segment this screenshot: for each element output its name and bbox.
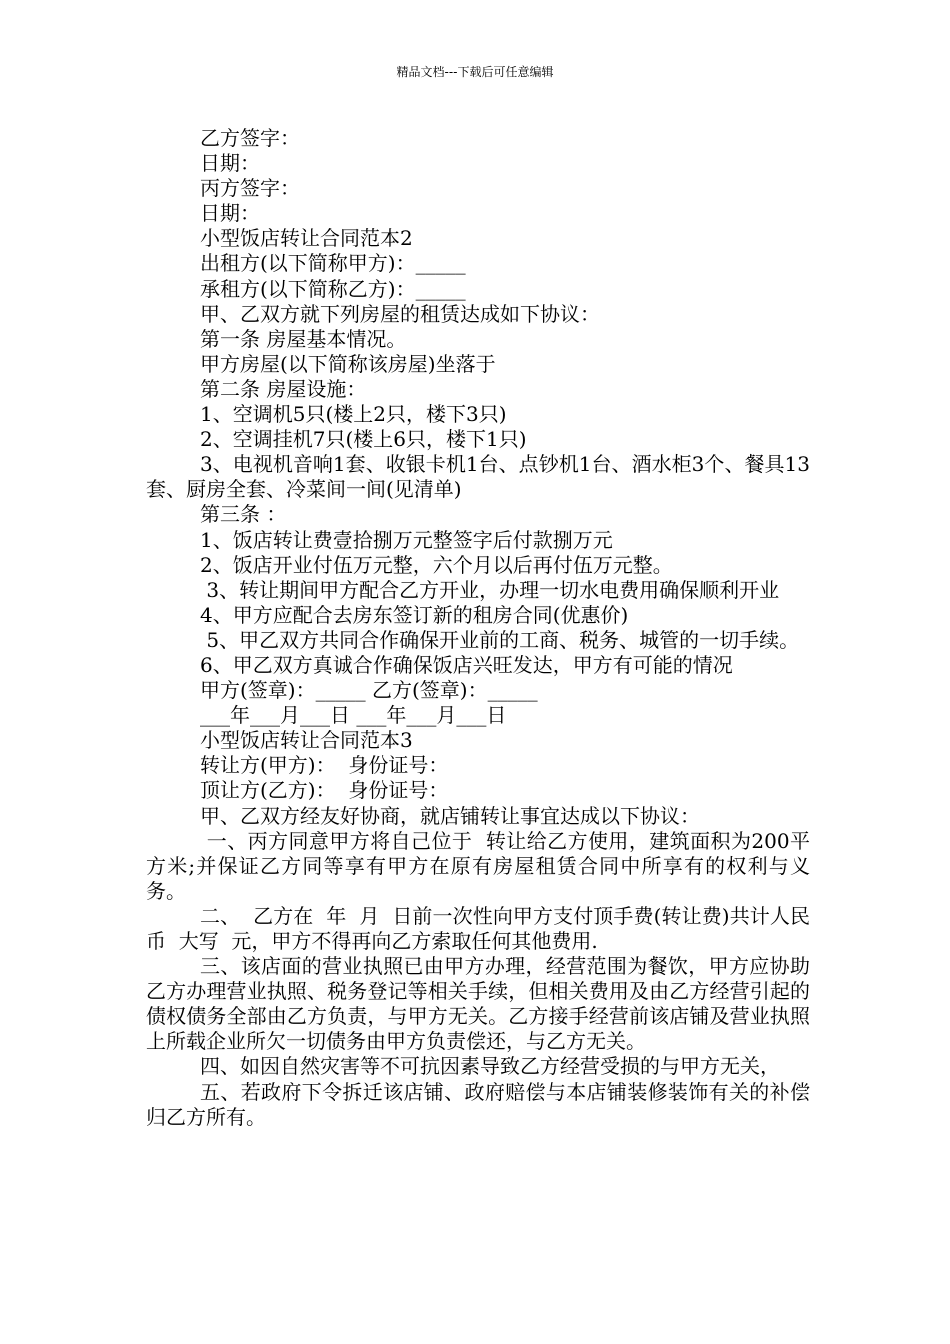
paragraph: 四、如因自然灾害等不可抗因素导致乙方经营受损的与甲方无关， — [200, 1054, 780, 1079]
paragraph: 承租方(以下简称乙方)：_____ — [200, 276, 466, 301]
paragraph: 4、甲方应配合去房东签订新的租房合同(优惠价) — [200, 602, 629, 627]
paragraph: 第一条 房屋基本情况。 — [200, 326, 407, 351]
paragraph: 1、饭店转让费壹拾捌万元整签字后付款捌万元 — [200, 527, 613, 552]
signature-line: 甲方(签章)：_____ 乙方(签章)：_____ — [200, 678, 538, 703]
section-title: 小型饭店转让合同范本2 — [200, 226, 413, 251]
section-title: 小型饭店转让合同范本3 — [200, 728, 413, 753]
paragraph: 第三条 ： — [200, 502, 287, 527]
paragraph: 日期： — [200, 201, 260, 226]
page-header: 精品文档---下载后可任意编辑 — [396, 65, 554, 79]
paragraph: 出租方(以下简称甲方)：_____ — [200, 251, 466, 276]
paragraph: 丙方签字： — [200, 176, 300, 201]
paragraph: 1、空调机5只(楼上2只，楼下3只) — [200, 402, 507, 427]
paragraph: 顶让方(乙方)： 身份证号： — [200, 778, 449, 803]
paragraph: 2、空调挂机7只(楼上6只，楼下1只) — [200, 427, 527, 452]
paragraph: 二、 乙方在 年 月 日前一次性向甲方支付顶手费(转让费)共计人民币 大写 元，甲方不得再向乙方索取任何其他费用. — [146, 903, 810, 953]
paragraph: 三、该店面的营业执照已由甲方办理，经营范围为餐饮，甲方应协助乙方办理营业执照、税务登记等相关手续，但相关费用及由乙方经营引起的债权债务全部由乙方负责，与甲方无关。乙方接手经营前该店铺及营业执照上所载企业所欠一切债务由甲方负责偿还，与乙方无关。 — [146, 954, 810, 1054]
paragraph: 2、饭店开业付伍万元整，六个月以后再付伍万元整。 — [200, 552, 673, 577]
paragraph: 甲方房屋(以下简称该房屋)坐落于 — [200, 351, 496, 376]
paragraph: 五、若政府下令拆迁该店铺、政府赔偿与本店铺装修装饰有关的补偿归乙方所有。 — [146, 1079, 810, 1129]
paragraph: 日期： — [200, 151, 260, 176]
paragraph: 6、甲乙双方真诚合作确保饭店兴旺发达，甲方有可能的情况 — [200, 652, 733, 677]
paragraph: 一、丙方同意甲方将自己位于 转让给乙方使用，建筑面积为200平方米;并保证乙方同等享有甲方在原有房屋租赁合同中所享有的权利与义务。 — [146, 828, 811, 903]
paragraph: 第二条 房屋设施： — [200, 376, 367, 401]
document-body — [146, 126, 810, 1130]
paragraph: 转让方(甲方)： 身份证号： — [200, 753, 449, 778]
paragraph: 甲、乙双方就下列房屋的租赁达成如下协议： — [200, 301, 600, 326]
paragraph: 5、甲乙双方共同合作确保开业前的工商、税务、城管的一切手续。 — [200, 627, 800, 652]
date-line: ___年___月___日 ___年___月___日 — [200, 703, 507, 728]
paragraph: 乙方签字： — [200, 126, 300, 150]
paragraph: 3、转让期间甲方配合乙方开业，办理一切水电费用确保顺利开业 — [200, 577, 780, 602]
paragraph: 3、电视机音响1套、收银卡机1台、点钞机1台、酒水柜3个、餐具13套、厨房全套、冷菜间一间(见清单) — [146, 452, 810, 502]
paragraph: 甲、乙双方经友好协商，就店铺转让事宜达成以下协议： — [200, 803, 700, 828]
